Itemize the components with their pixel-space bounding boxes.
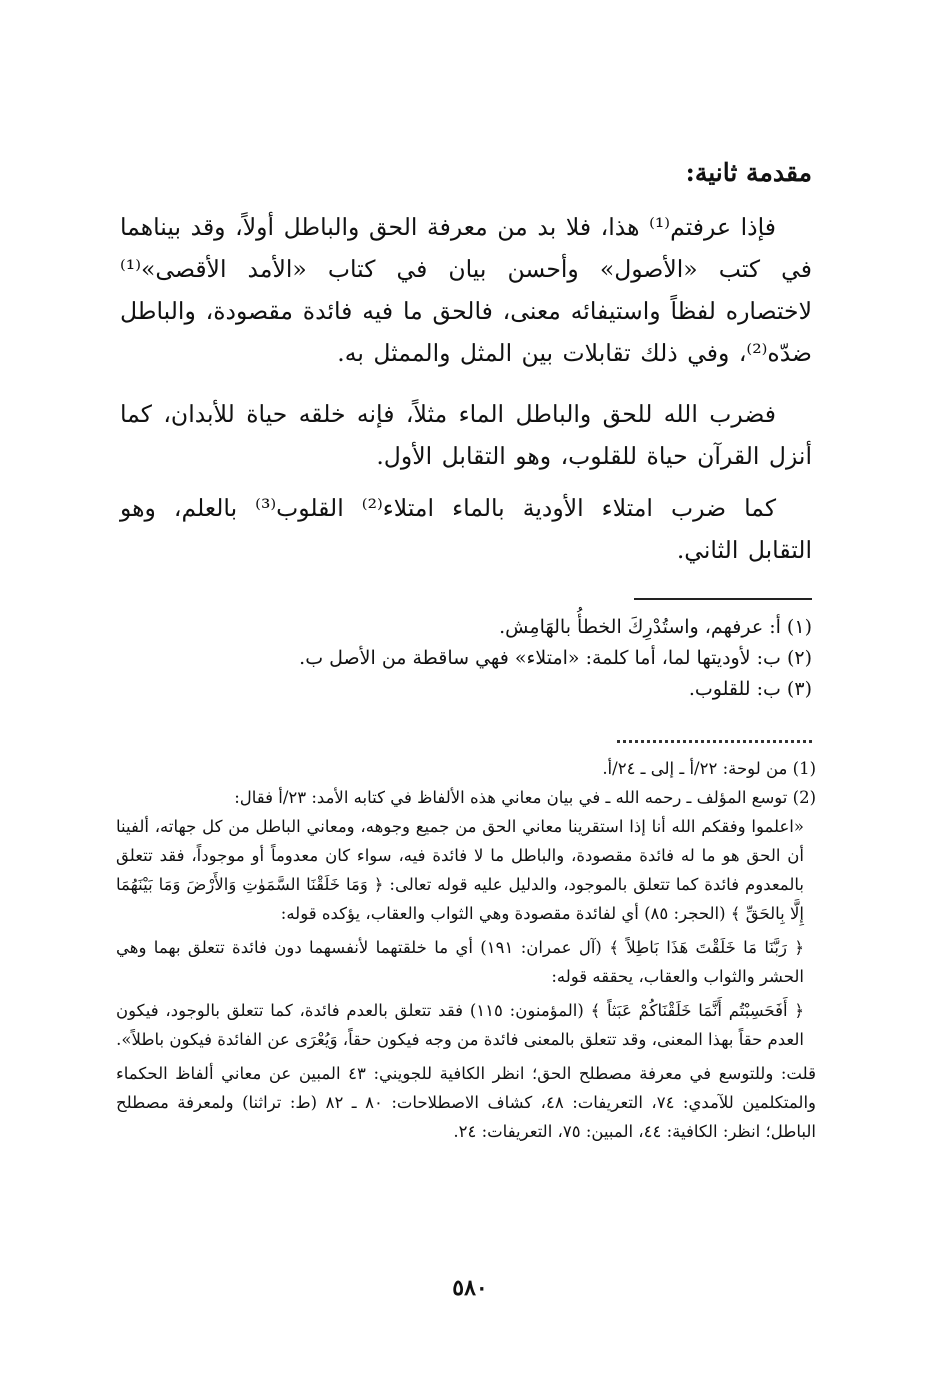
footnote-2: (٢) ب: لأوديتها لما، أما كلمة: «امتلاء» فهي ساقطة من الأصل ب. xyxy=(299,647,812,669)
primary-footnotes xyxy=(122,612,812,705)
paragraph-3-text: كما ضرب امتلاء الأودية بالماء امتلاء⁽²⁾ القلوب⁽³⁾ بالعلم، وهو التقابل الثاني. xyxy=(120,494,812,564)
paragraph-3 xyxy=(120,487,812,571)
footnote-1: (١) أ: عرفهم، واستُدْرِكَ الخطأُ بالهَامِش. xyxy=(499,616,812,638)
paragraph-1-text: فإذا عرفتم⁽¹⁾ هذا، فلا بد من معرفة الحق والباطل أولاً، وقد بيناهما في كتب «الأصول» وأحسن بيان في كتاب «الأمد الأقصى»⁽¹⁾ لاختصاره لفظاً واستيفائه معنى، فالحق ما فيه فائدة مقصودة، والباطل ضدّه⁽²⁾، وفي ذلك تقابلات بين المثل والممثل به. xyxy=(120,213,812,367)
closing-note: قلت: وللتوسع في معرفة مصطلح الحق؛ انظر الكافية للجويني: ٤٣ المبين عن معاني ألفاظ الحكماء والمتكلمين للآمدي: ٧٤، التعريفات: ٤٨، كشاف الاصطلاحات: ٨٠ ـ ٨٢ (ط: تراثنا) ولمعرفة مصطلح الباطل؛ انظر: الكافية: ٤٤، المبين: ٧٥، التعريفات: ٢٤. xyxy=(116,1064,816,1141)
dotted-divider xyxy=(617,740,812,751)
section-heading: مقدمة ثانية: xyxy=(685,158,812,187)
quote-block-2: ﴿ رَبَّنَا مَا خَلَقْتَ هَذَا بَاطِلاً ﴾ (آل عمران: ١٩١) أي ما خلقتهما لأنفسهما دون فائدة تتعلق بهما وهي الحشر والثواب والعقاب، يحققه قوله: xyxy=(116,938,804,986)
footnote-divider xyxy=(634,598,812,600)
paragraph-2-text: فضرب الله للحق والباطل الماء مثلاً، فإنه خلقه حياة للأبدان، كما أنزل القرآن حياة للقلوب، وهو التقابل الأول. xyxy=(120,400,812,470)
paragraph-2 xyxy=(120,393,812,477)
quote-block-3: ﴿ أَفَحَسِبْتُم أَنَّمَا خَلَقْنَاكُمْ عَبَثاً ﴾ (المؤمنون: ١١٥) فقد تتعلق بالعدم فائدة، كما تتعلق بالوجود، فيكون العدم حقاً بهذا المعنى، وقد تتعلق بالمعنى فائدة من وجه فيكون حقاً، وَيُعْرَى عن الفائدة فيكون باطلاً». xyxy=(116,1001,805,1049)
secondary-footnotes xyxy=(116,754,816,1146)
secondary-note-2-intro: (2) توسع المؤلف ـ رحمه الله ـ في بيان معاني هذه الألفاظ في كتابه الأمد: ٢٣/أ فقال: xyxy=(234,788,816,807)
page-number: ٥٨٠ xyxy=(452,1275,488,1301)
paragraph-1 xyxy=(120,206,812,374)
footnote-3: (٣) ب: للقلوب. xyxy=(688,678,812,700)
secondary-note-1: (1) من لوحة: ٢٢/أ ـ إلى ـ ٢٤/أ. xyxy=(602,759,816,778)
quote-block-1: «اعلموا وفقكم الله أنا إذا استقرينا معاني الحق من جميع وجوهه، ومعاني الباطل من كل جهاته، ألفينا أن الحق هو ما له فائدة مقصودة، والباطل ما لا فائدة فيه، سواء كان معدوماً أو موجوداً، فقد تتعلق بالمعدوم فائدة كما تتعلق بالموجود، والدليل عليه قوله تعالى: ﴿ وَمَا خَلَقْنَا السَّمَوٰتِ وَالأَرْضَ وَمَا بَيْنَهُمَا إِلَّا بِالحَقِّ ﴾ (الحجر: ٨٥) أي لفائدة مقصودة وهي الثواب والعقاب، يؤكده قوله: xyxy=(116,817,804,923)
